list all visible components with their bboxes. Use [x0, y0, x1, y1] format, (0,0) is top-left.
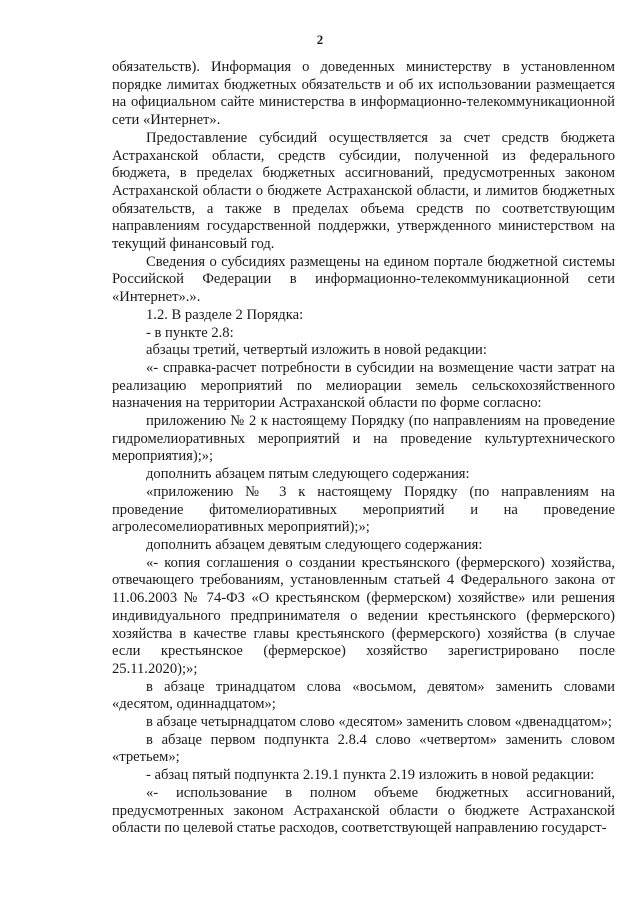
paragraph-abz-14: в абзаце четырнадцатом слово «десятом» заменить словом «двенадцатом»;: [146, 714, 612, 731]
page-number: 2: [316, 32, 324, 47]
paragraph-point-2-8: - в пункте 2.8:: [146, 324, 234, 341]
paragraph-add-abz-5: дополнить абзацем пятым следующего содержания:: [146, 466, 470, 483]
paragraph-abz-3-4: абзацы третий, четвертый изложить в новой редакции:: [146, 342, 487, 359]
paragraph-subpoint-2-8-4: в абзаце первом подпункта 2.8.4 слово «четвертом» заменить словом «третьем»;: [112, 731, 615, 766]
paragraph-subsidy-provision: Предоставление субсидий осуществляется за счет средств бюджета Астраханской области, средств субсидии, полученной из федерального бюджета, в пределах бюджетных ассигнований, предусмотренных законом Астраханской области о бюджете Астраханской области, и лимитов бюджетных обязательств, а также в пределах объема средств по соответствующим направлениям государственной поддержки, утвержденного министерством на текущий финансовый год.: [112, 129, 615, 253]
paragraph-subsidy-portal: Сведения о субсидиях размещены на едином портале бюджетной системы Российской Федерации в информационно-телекоммуникационной сети «Интернет».».: [112, 253, 615, 306]
document-body: [112, 59, 615, 838]
paragraph-appendix-2: приложению № 2 к настоящему Порядку (по направлениям на проведение гидромелиоративных мероприятий и на проведение культуртехнического мероприятия);»;: [112, 413, 615, 465]
paragraph-farm-agreement: «- копия соглашения о создании крестьянского (фермерского) хозяйства, отвечающего требованиям, установленным статьей 4 Федерального закона от 11.06.2003 № 74-ФЗ «О крестьянском (фермерском) хозяйстве» или решения индивидуального предпринимателя о ведении крестьянского (фермерского) хозяйства в качестве главы крестьянского (фермерского) хозяйства (в случае если крестьянское (фермерское) хозяйство зарегистрировано после 25.11.2020);»;: [112, 554, 615, 677]
paragraph-subpoint-2-19-1: - абзац пятый подпункта 2.19.1 пункта 2.19 изложить в новой редакции:: [146, 767, 595, 784]
paragraph-budget-info: обязательств). Информация о доведенных министерству в установленном порядке лимитах бюджетных обязательств и об их использовании размещается на официальном сайте министерства в информационно-телекоммуникационной сети «Интернет».: [112, 59, 615, 129]
paragraph-add-abz-9: дополнить абзацем девятым следующего содержания:: [146, 536, 483, 553]
paragraph-budget-usage: «- использование в полном объеме бюджетных ассигнований, предусмотренных законом Астраханской области о бюджете Астраханской области по целевой статье расходов, соответствующей направлению государст-: [112, 784, 615, 837]
paragraph-abz-13: в абзаце тринадцатом слова «восьмом, девятом» заменить словами «десятом, одиннадцатом»;: [112, 678, 615, 713]
paragraph-section-2: 1.2. В разделе 2 Порядка:: [146, 306, 304, 323]
paragraph-calculation-note: «- справка-расчет потребности в субсидии на возмещение части затрат на реализацию мероприятий по мелиорации земель сельскохозяйственного назначения на территории Астраханской области по форме согласно:: [112, 359, 615, 412]
paragraph-appendix-3: «приложению № 3 к настоящему Порядку (по направлениям на проведение фитомелиоративных мероприятий и на проведение агролесомелиоративных мероприятий);»;: [112, 483, 615, 536]
